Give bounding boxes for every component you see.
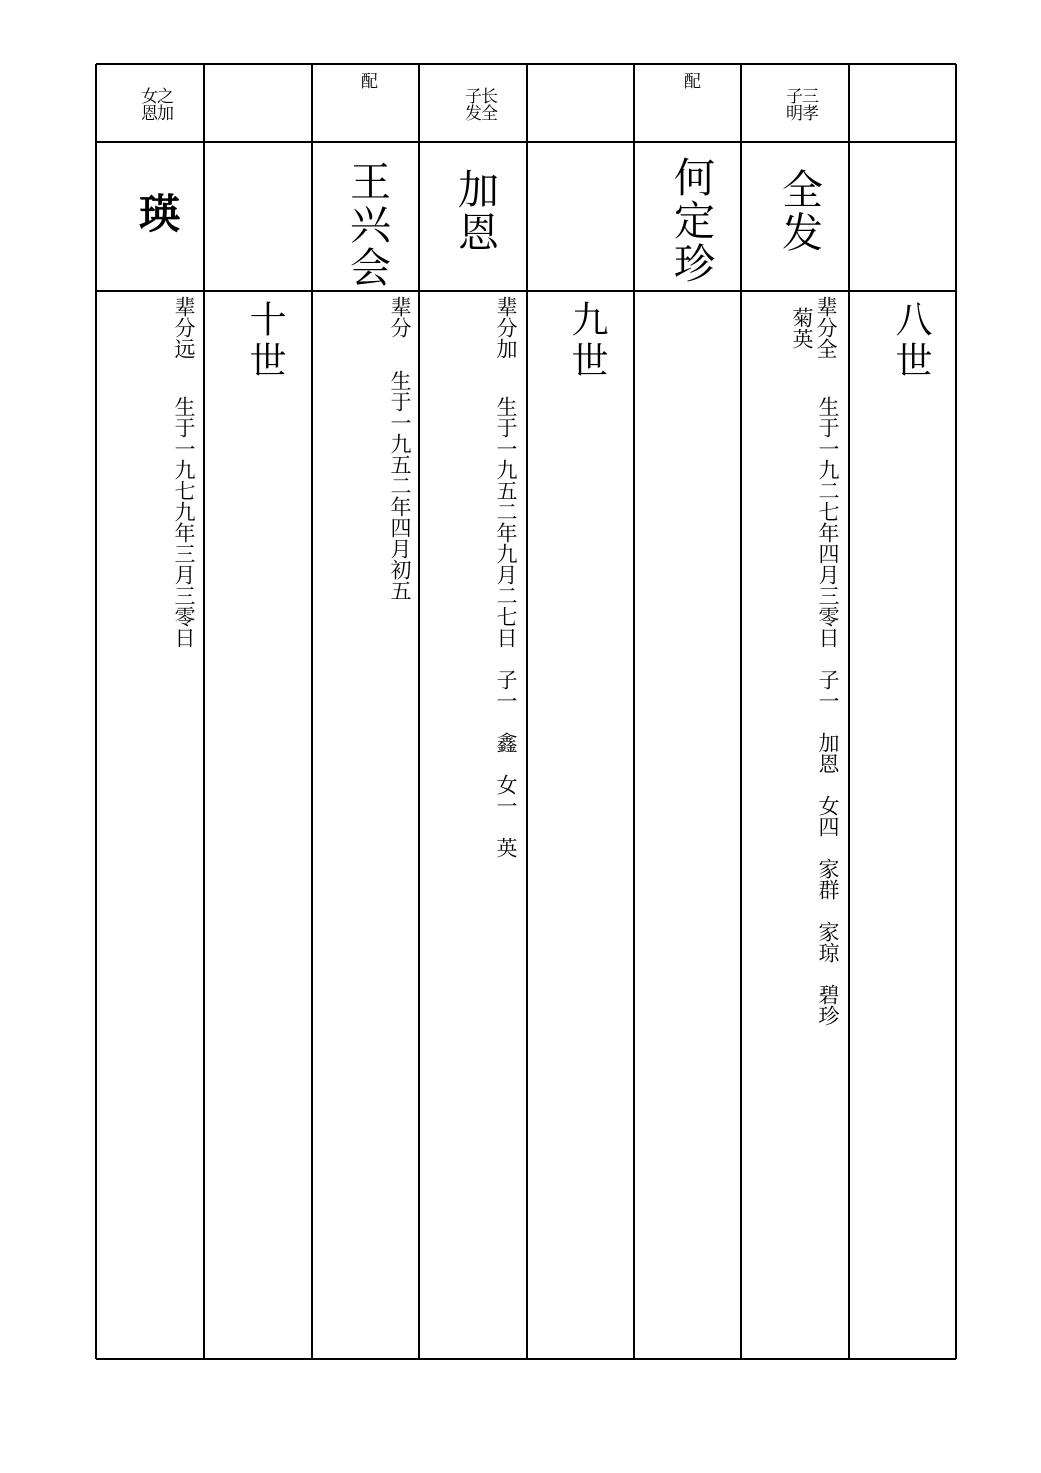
person-detail: 生于一九二七年四月三零日 子一 加恩 女四 家群 家琼 碧珍 bbox=[816, 396, 840, 1026]
person-generation-note: 辈分远 bbox=[172, 296, 196, 359]
relation-label: 配 bbox=[680, 72, 700, 89]
person-name: 加恩 bbox=[451, 168, 499, 254]
person-name: 瑛 bbox=[132, 192, 180, 235]
spouse-name: 王兴会 bbox=[343, 160, 391, 289]
person-detail: 生于一九五二年四月初五 bbox=[388, 370, 412, 601]
generation-label-10: 十世 bbox=[243, 300, 286, 382]
generation-label-9: 九世 bbox=[565, 300, 608, 382]
generation-label-8: 八世 bbox=[889, 300, 932, 382]
relation-label: 长全 子发 bbox=[461, 87, 497, 121]
person-generation-note: 辈分加 bbox=[494, 296, 518, 359]
person-generation-note: 辈分 bbox=[388, 296, 412, 338]
spouse-name: 何定珍 bbox=[667, 156, 715, 285]
person-detail: 生于一九五二年九月二七日 子一 鑫 女一 英 bbox=[494, 396, 518, 858]
person-generation-note: 辈分全 菊英 bbox=[790, 296, 838, 359]
person-name: 全发 bbox=[775, 168, 823, 254]
relation-label: 三孝 子明 bbox=[782, 87, 818, 121]
relation-label: 配 bbox=[357, 72, 377, 89]
relation-label: 之加 女恩 bbox=[137, 87, 173, 121]
person-detail: 生于一九七九年三月三零日 bbox=[172, 396, 196, 648]
